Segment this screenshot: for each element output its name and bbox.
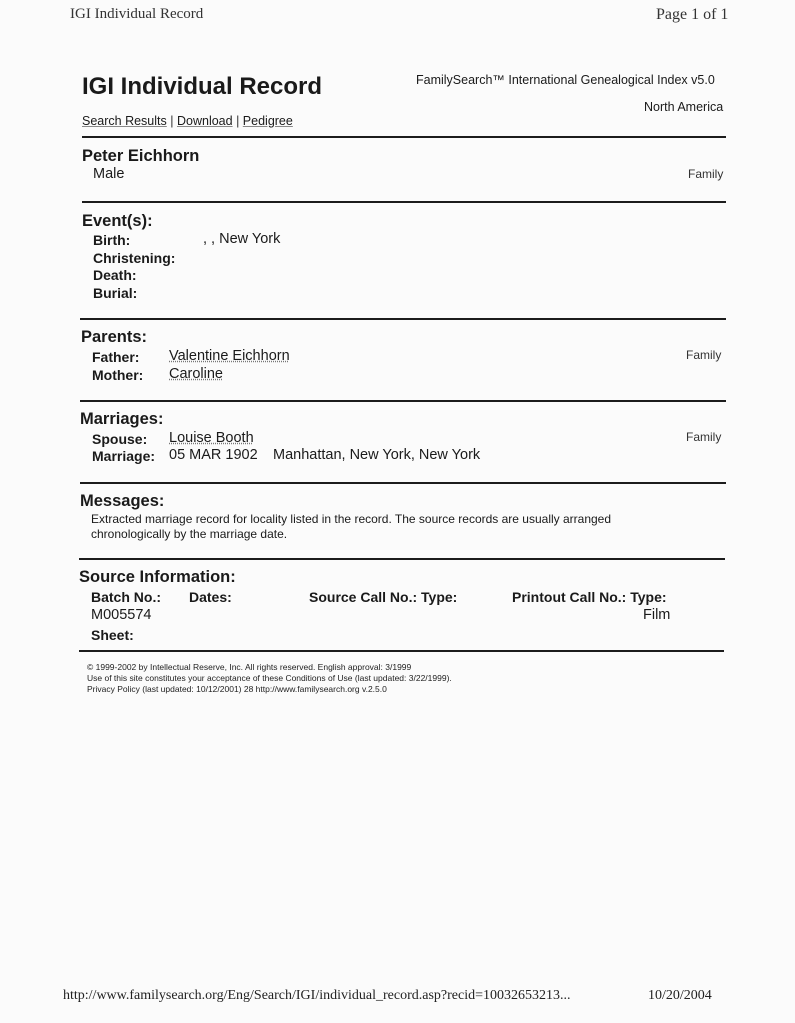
pedigree-link[interactable]: Pedigree: [242, 114, 293, 128]
privacy-line: Privacy Policy (last updated: 10/12/2001) 28 http://www.familysearch.org v.2.5.0: [87, 684, 387, 694]
divider: [82, 136, 726, 138]
parents-heading: Parents:: [81, 328, 148, 346]
marriages-heading: Marriages:: [80, 410, 164, 428]
events-heading: Event(s):: [82, 212, 153, 230]
spouse-link[interactable]: Louise Booth: [169, 430, 254, 446]
print-header-page: Page 1 of 1: [656, 6, 729, 23]
print-footer-date: 10/20/2004: [648, 988, 712, 1003]
marriages-family-link[interactable]: Family: [686, 430, 722, 444]
site-title: FamilySearch™ International Genealogical Index v5.0: [416, 73, 715, 87]
person-family-link[interactable]: Family: [688, 167, 724, 181]
person-name: Peter Eichhorn: [82, 147, 200, 165]
film-type: Film: [643, 607, 671, 623]
printout-call-label: Printout Call No.: Type:: [512, 589, 667, 605]
nav-separator: |: [170, 114, 174, 128]
search-results-link[interactable]: Search Results: [82, 114, 167, 128]
print-footer-url: http://www.familysearch.org/Eng/Search/IGI/individual_record.asp?recid=10032653213...: [63, 988, 571, 1003]
copyright-line: © 1999-2002 by Intellectual Reserve, Inc. All rights reserved. English approval: 3/1999: [87, 662, 412, 672]
region-label: North America: [644, 100, 724, 114]
divider: [80, 482, 726, 484]
divider: [82, 201, 726, 203]
marriage-place: Manhattan, New York, New York: [273, 447, 481, 463]
record-nav: [82, 114, 293, 128]
death-label: Death:: [93, 267, 137, 283]
nav-separator: |: [236, 114, 240, 128]
mother-label: Mother:: [92, 367, 144, 383]
marriage-label: Marriage:: [92, 448, 156, 464]
divider: [79, 650, 724, 652]
message-line-2: chronologically by the marriage date.: [91, 527, 288, 541]
batch-label: Batch No.:: [91, 589, 161, 605]
birth-label: Birth:: [93, 232, 131, 248]
page-title: IGI Individual Record: [82, 73, 323, 100]
print-header-title: IGI Individual Record: [70, 6, 204, 22]
divider: [80, 318, 726, 320]
birth-value: , , New York: [203, 231, 281, 247]
conditions-line: Use of this site constitutes your acceptance of these Conditions of Use (last updated: 3/22/1999).: [87, 673, 452, 683]
source-heading: Source Information:: [79, 568, 236, 586]
christening-label: Christening:: [93, 250, 176, 266]
mother-link[interactable]: Caroline: [169, 366, 223, 382]
person-sex: Male: [93, 166, 125, 182]
sheet-label: Sheet:: [91, 627, 134, 643]
marriage-date: 05 MAR 1902: [169, 447, 258, 463]
download-link[interactable]: Download: [176, 114, 233, 128]
message-line-1: Extracted marriage record for locality listed in the record. The source records are usually arranged: [91, 512, 612, 526]
messages-heading: Messages:: [80, 492, 165, 510]
divider: [79, 558, 725, 560]
divider: [80, 400, 726, 402]
dates-label: Dates:: [189, 589, 232, 605]
parents-family-link[interactable]: Family: [686, 348, 722, 362]
batch-number: M005574: [91, 607, 152, 623]
father-label: Father:: [92, 349, 140, 365]
father-link[interactable]: Valentine Eichhorn: [169, 348, 290, 364]
source-call-label: Source Call No.: Type:: [309, 589, 458, 605]
spouse-label: Spouse:: [92, 431, 148, 447]
burial-label: Burial:: [93, 285, 138, 301]
